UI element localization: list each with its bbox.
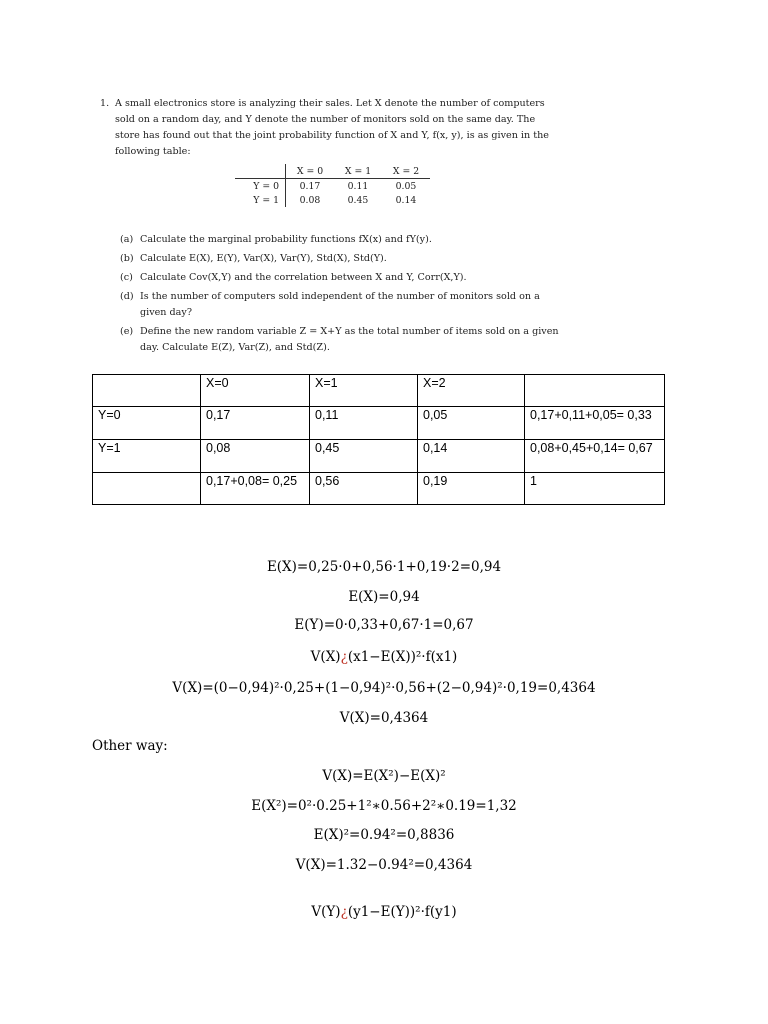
marginal-header-cell <box>93 375 201 407</box>
part-item <box>120 251 560 267</box>
marginal-cell <box>93 473 201 505</box>
part-text: Calculate E(X), E(Y), Var(X), Var(Y), Std(X), Std(Y). <box>140 253 387 264</box>
joint-cell: 0.17 <box>299 180 321 192</box>
part-text: Is the number of computers sold independent of the number of monitors sold on a given day? <box>140 291 540 318</box>
part-label: (d) <box>120 291 134 302</box>
part-label: (b) <box>120 253 134 264</box>
equation-vx-alt-result: V(X)=1.32−0.94²=0,4364 <box>295 857 473 873</box>
part-text: Calculate the marginal probability functions fX(x) and fY(y). <box>140 234 432 245</box>
equation-ex2-calc: E(X²)=0²·0.25+1²∗0.56+2²∗0.19=1,32 <box>251 798 517 814</box>
problem-parts <box>120 232 560 359</box>
equation-vx-alt: V(X)=E(X²)−E(X)² <box>322 768 446 784</box>
part-label: (e) <box>120 326 134 337</box>
equation-vx-calc: V(X)=(0−0,94)²·0,25+(1−0,94)²·0,56+(2−0,94)²·0,19=0,4364 <box>172 680 596 696</box>
joint-probability-table <box>235 164 430 207</box>
marginal-header-cell: X=2 <box>418 375 525 407</box>
marginal-cell: Y=1 <box>93 440 201 473</box>
part-item <box>120 324 560 356</box>
joint-col-header: X = 2 <box>382 164 430 179</box>
joint-row-label: Y = 1 <box>235 193 286 207</box>
part-item <box>120 289 560 321</box>
marginal-cell: 0,56 <box>310 473 418 505</box>
part-item <box>120 270 560 286</box>
joint-cell: 0.05 <box>395 180 417 192</box>
marginal-cell: 0,08+0,45+0,14= 0,67 <box>525 440 665 473</box>
marginal-header-cell <box>525 375 665 407</box>
marginal-cell: 0,11 <box>310 407 418 440</box>
joint-cell: 0.14 <box>395 194 417 206</box>
problem-intro-text: A small electronics store is analyzing their sales. Let X denote the number of computers sold on a random day, and Y denote the number of monitors sold on the same day. The store has found out that the joint probability function of X and Y, f(x, y), is as given in the following table: <box>115 98 549 157</box>
marginal-header-cell: X=1 <box>310 375 418 407</box>
equation-ex-result: E(X)=0,94 <box>348 589 420 605</box>
equation-ex-squared: E(X)²=0.94²=0,8836 <box>313 827 455 843</box>
problem-intro <box>100 96 560 160</box>
marginal-cell: 0,45 <box>310 440 418 473</box>
marginal-cell: 0,17 <box>201 407 310 440</box>
marginal-table <box>92 374 665 505</box>
marginal-cell: 0,19 <box>418 473 525 505</box>
problem-number: 1. <box>100 98 110 109</box>
problem-statement <box>100 96 560 160</box>
marginal-cell: Y=0 <box>93 407 201 440</box>
joint-row-label: Y = 0 <box>235 179 286 194</box>
marginal-cell: 0,05 <box>418 407 525 440</box>
marginal-cell: 0,17+0,11+0,05= 0,33 <box>525 407 665 440</box>
part-label: (c) <box>120 272 133 283</box>
marginal-cell: 0,17+0,08= 0,25 <box>201 473 310 505</box>
part-item <box>120 232 560 248</box>
equation-vx-formula: V(X)¿(x1−E(X))²·f(x1) <box>310 649 458 665</box>
joint-cell: 0.08 <box>299 194 321 206</box>
other-way-label: Other way: <box>92 738 168 754</box>
joint-cell: 0.45 <box>347 194 369 206</box>
equation-ex-calc: E(X)=0,25·0+0,56·1+0,19·2=0,94 <box>266 559 502 575</box>
joint-col-header: X = 1 <box>334 164 382 179</box>
equation-vx-result: V(X)=0,4364 <box>339 710 429 726</box>
joint-col-header: X = 0 <box>286 164 335 179</box>
marginal-cell: 1 <box>525 473 665 505</box>
joint-cell: 0.11 <box>347 180 369 192</box>
part-label: (a) <box>120 234 134 245</box>
marginal-cell: 0,14 <box>418 440 525 473</box>
equation-ey-calc: E(Y)=0·0,33+0,67·1=0,67 <box>294 617 474 633</box>
marginal-header-cell: X=0 <box>201 375 310 407</box>
marginal-cell: 0,08 <box>201 440 310 473</box>
part-text: Calculate Cov(X,Y) and the correlation between X and Y, Corr(X,Y). <box>140 272 467 283</box>
part-text: Define the new random variable Z = X+Y as the total number of items sold on a given day. Calculate E(Z), Var(Z), and Std(Z). <box>140 326 559 353</box>
equation-vy-formula: V(Y)¿(y1−E(Y))²·f(y1) <box>311 904 457 920</box>
